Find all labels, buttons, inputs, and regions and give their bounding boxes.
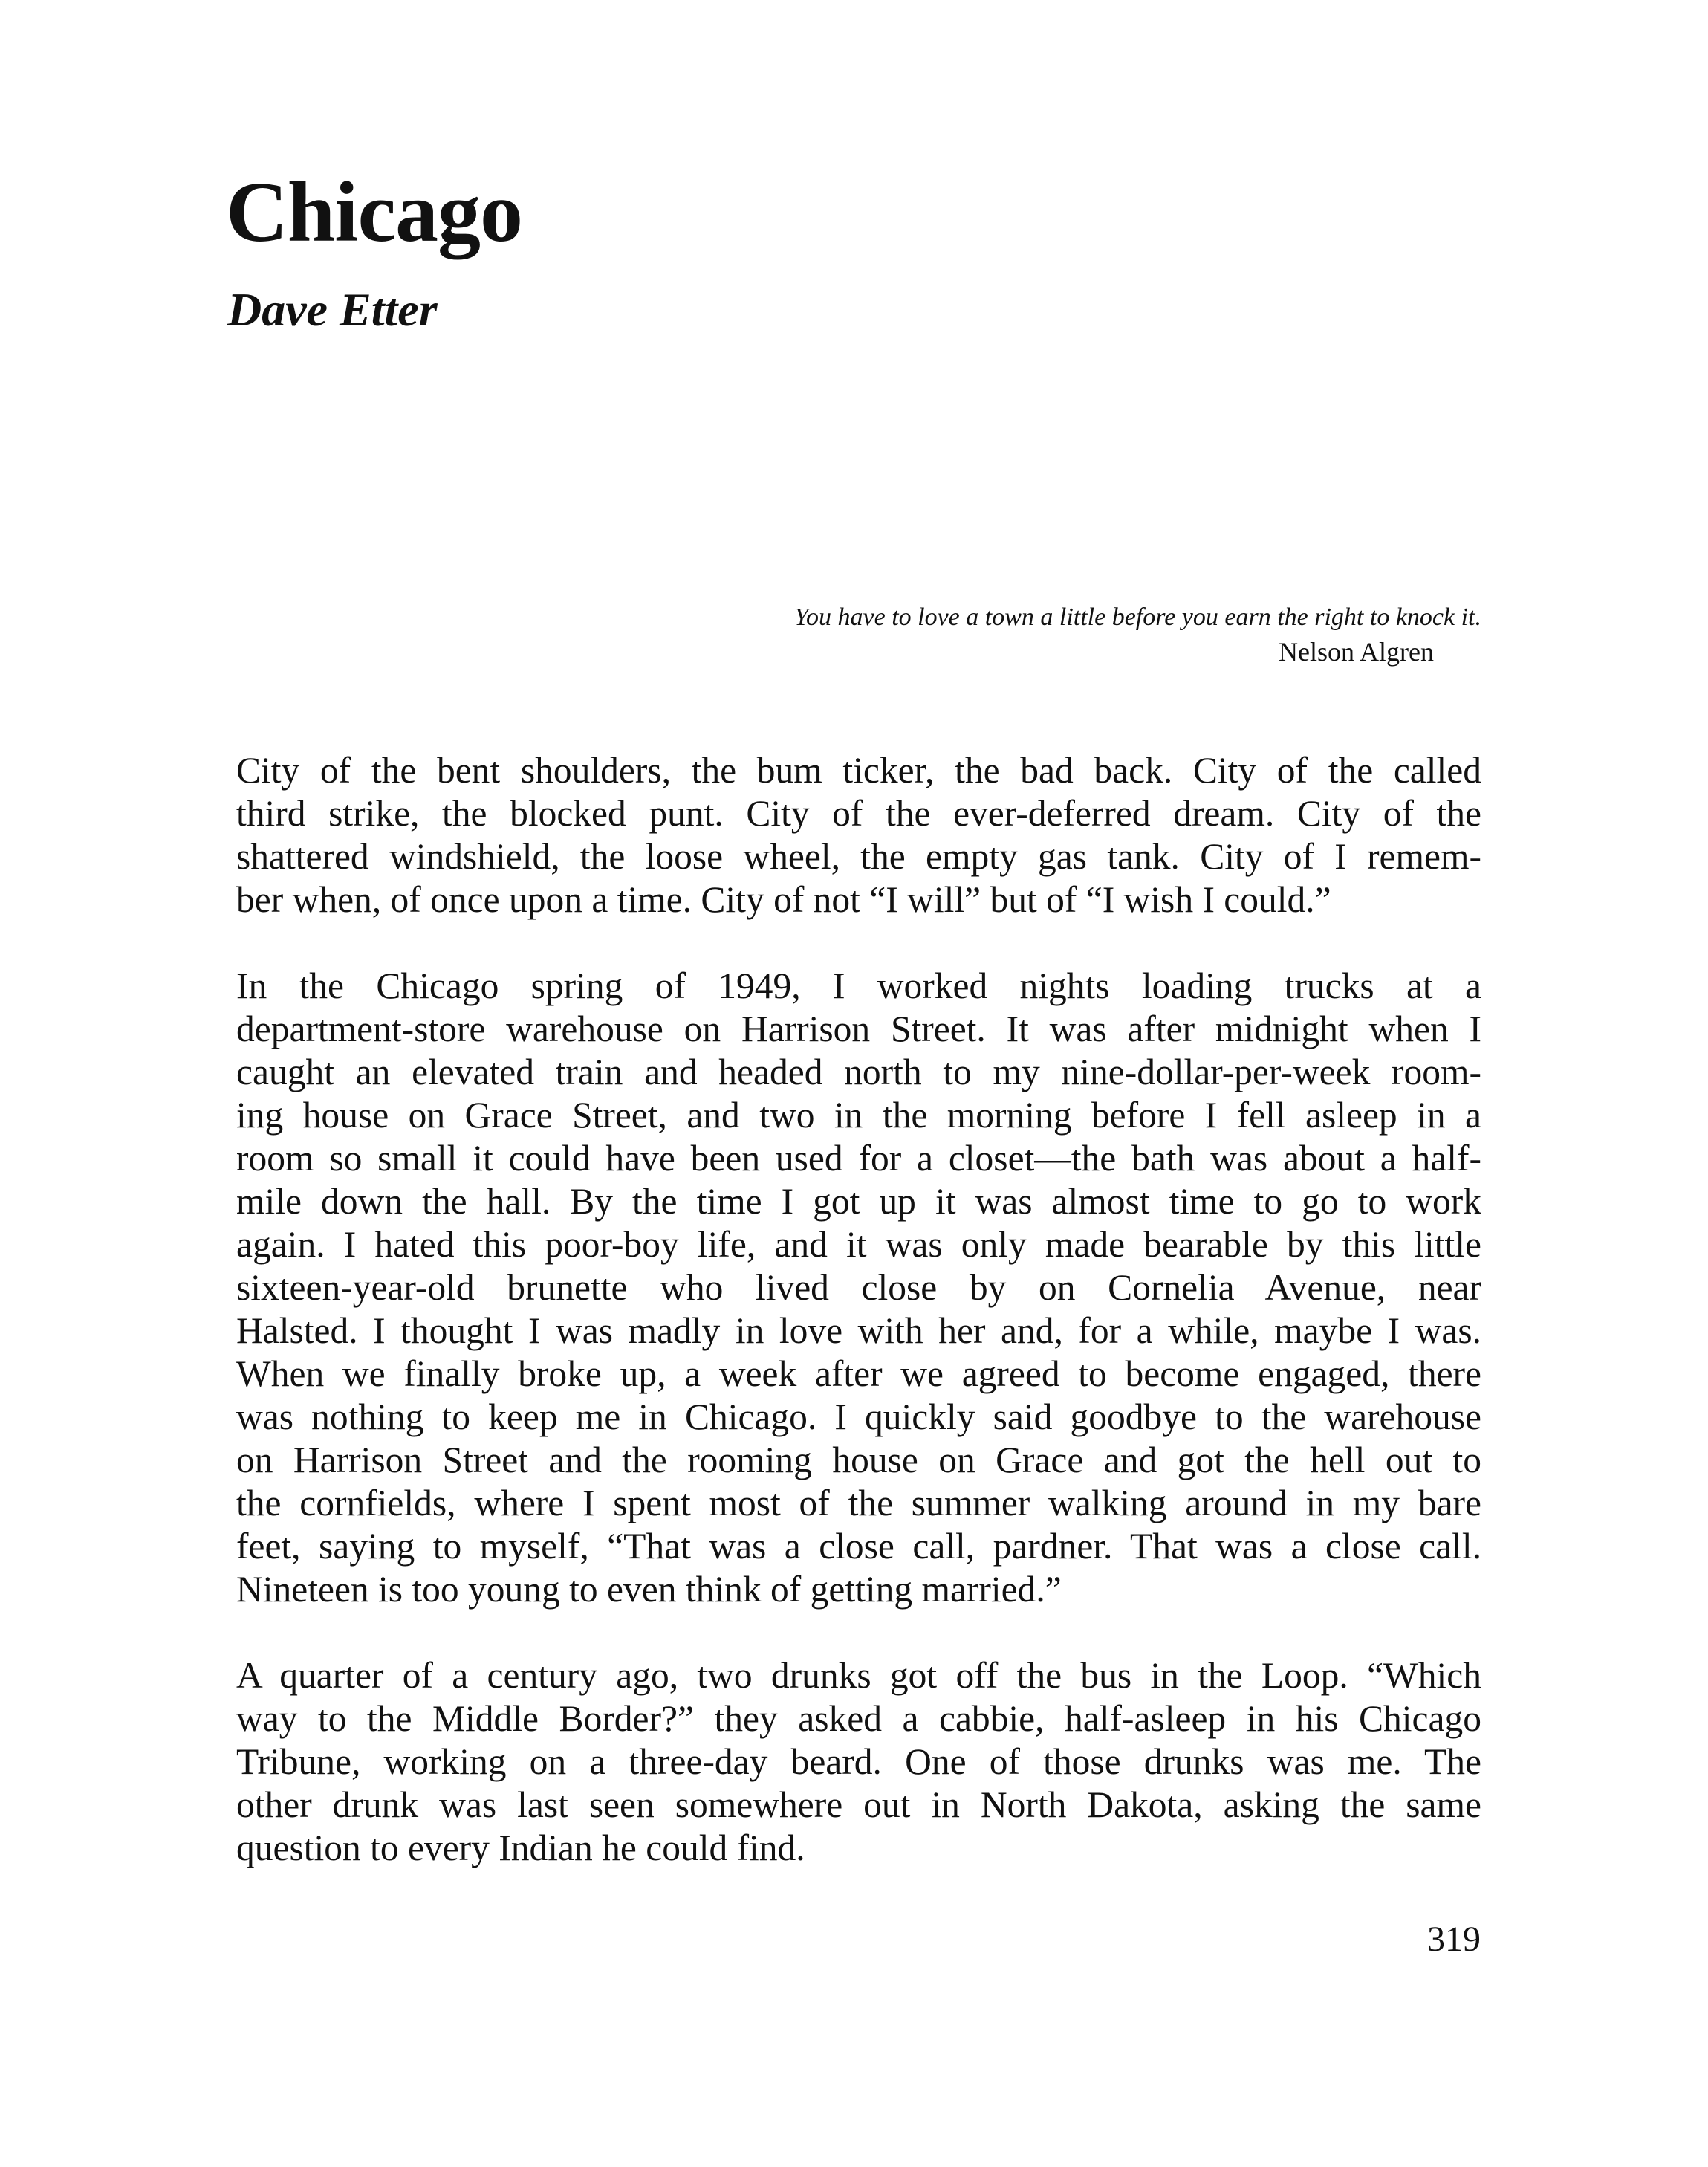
paragraph-2 [236,965,1481,1611]
text-line: third strike, the blocked punt. City of the ever-deferred dream. City of the [236,793,1481,834]
text-line: was nothing to keep me in Chicago. I quickly said goodbye to the warehouse [236,1396,1481,1437]
text-line: ber when, of once upon a time. City of not “I will” but of “I wish I could.” [236,879,1331,920]
text-line: When we finally broke up, a week after we agreed to become engaged, there [236,1353,1481,1394]
text-line: City of the bent shoulders, the bum ticker, the bad back. City of the called [236,750,1481,791]
text-line: caught an elevated train and headed north to my nine-dollar-per-week room- [236,1052,1481,1092]
text-line: Halsted. I thought I was madly in love with her and, for a while, maybe I was. [236,1310,1481,1351]
epigraph-attribution: Nelson Algren [1279,637,1434,667]
text-line: shattered windshield, the loose wheel, the empty gas tank. City of I remem- [236,836,1481,877]
paragraph-1 [236,749,1481,921]
epigraph-quote: You have to love a town a little before you earn the right to knock it. [794,603,1481,631]
text-line: A quarter of a century ago, two drunks got off the bus in the Loop. “Which [236,1655,1481,1696]
essay-title: Chicago [226,165,522,260]
author-name: Dave Etter [227,283,438,336]
text-line: room so small it could have been used for a closet—the bath was about a half- [236,1138,1481,1179]
text-line: mile down the hall. By the time I got up it was almost time to go to work [236,1181,1481,1222]
text-line: Nineteen is too young to even think of getting married.” [236,1569,1062,1610]
text-line: In the Chicago spring of 1949, I worked nights loading trucks at a [236,965,1481,1006]
epigraph [691,600,1481,669]
text-line: sixteen-year-old brunette who lived close by on Cornelia Avenue, near [236,1267,1481,1308]
text-line: department-store warehouse on Harrison Street. It was after midnight when I [236,1008,1481,1049]
text-line: feet, saying to myself, “That was a close call, pardner. That was a close call. [236,1526,1481,1567]
text-line: way to the Middle Border?” they asked a cabbie, half-asleep in his Chicago [236,1698,1481,1739]
text-line: ing house on Grace Street, and two in the morning before I fell asleep in a [236,1095,1481,1136]
text-line: question to every Indian he could find. [236,1827,805,1868]
essay-body [236,749,1481,1913]
paragraph-3 [236,1654,1481,1870]
text-line: again. I hated this poor-boy life, and it was only made bearable by this little [236,1224,1481,1265]
text-line: other drunk was last seen somewhere out in North Dakota, asking the same [236,1784,1481,1825]
page-number: 319 [1427,1920,1481,1959]
text-line: the cornfields, where I spent most of the summer walking around in my bare [236,1483,1481,1523]
text-line: Tribune, working on a three-day beard. One of those drunks was me. The [236,1741,1481,1782]
text-line: on Harrison Street and the rooming house on Grace and got the hell out to [236,1439,1481,1480]
